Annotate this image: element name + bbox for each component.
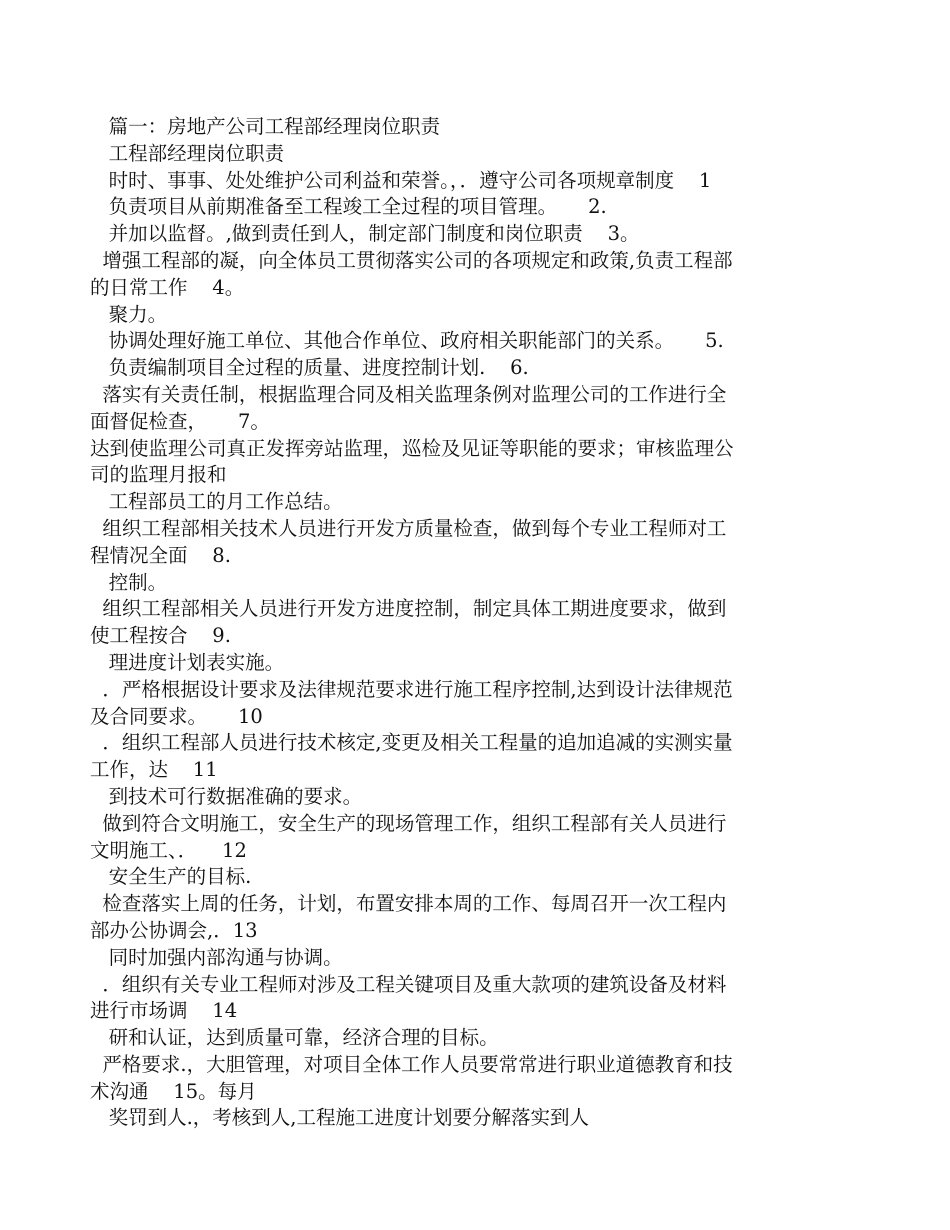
text-line: 落实有关责任制，根据监理合同及相关监理条例对监理公司的工作进行全 (90, 382, 727, 406)
text-line: 聚力。 (90, 302, 168, 326)
text-line: 司的监理月报和 (90, 463, 227, 487)
text-line: 工程部经理岗位职责 (90, 141, 285, 165)
text-line: 增强工程部的凝，向全体员工贯彻落实公司的各项规定和政策,负责工程部 (90, 248, 733, 272)
text-line: 做到符合文明施工，安全生产的现场管理工作，组织工程部有关人员进行 (90, 811, 727, 835)
text-line: 的日常工作 4。 (90, 275, 245, 299)
text-line: 进行市场调 14 (90, 999, 238, 1023)
text-line: 研和认证，达到质量可靠，经济合理的目标。 (90, 1026, 499, 1050)
text-line: 到技术可行数据准确的要求。 (90, 784, 363, 808)
text-line: 工程部员工的月工作总结。 (90, 490, 343, 514)
text-line: 部办公协调会,．13 (90, 918, 258, 942)
text-line: 严格要求.，大胆管理，对项目全体工作人员要常常进行职业道德教育和技 (90, 1052, 733, 1076)
text-line: 检查落实上周的任务，计划，布置安排本周的工作、每周召开一次工程内 (90, 892, 727, 916)
text-line: 组织工程部相关人员进行开发方进度控制，制定具体工期进度要求，做到 (90, 597, 727, 621)
text-line: 面督促检查， 7。 (90, 409, 270, 433)
text-line: 协调处理好施工单位、其他合作单位、政府相关职能部门的关系。 5. (90, 329, 724, 353)
text-line: ．组织工程部人员进行技术核定,变更及相关工程量的追加追减的实测实量 (90, 731, 733, 755)
document-body (90, 114, 865, 1132)
text-line: 及合同要求。 10 (90, 704, 263, 728)
text-line: 理进度计划表实施。 (90, 650, 285, 674)
text-line: ．组织有关专业工程师对涉及工程关键项目及重大款项的建筑设备及材料 (90, 972, 727, 996)
text-line: 达到使监理公司真正发挥旁站监理，巡检及见证等职能的要求；审核监理公 (90, 436, 734, 460)
text-line: 程情况全面 8. (90, 543, 231, 567)
text-line: 组织工程部相关技术人员进行开发方质量检查，做到每个专业工程师对工 (90, 516, 727, 540)
text-line: 工作，达 11 (90, 758, 218, 782)
text-line: 术沟通 15。每月 (90, 1079, 257, 1103)
text-line: 同时加强内部沟通与协调。 (90, 945, 343, 969)
text-line: 奖罚到人.，考核到人,工程施工进度计划要分解落实到人 (90, 1106, 589, 1130)
text-line: 文明施工、． 12 (90, 838, 247, 862)
text-line: 使工程按合 9. (90, 624, 231, 648)
text-line: 篇一：房地产公司工程部经理岗位职责 (90, 115, 441, 138)
text-line: 负责项目从前期准备至工程竣工全过程的项目管理。 2. (90, 195, 607, 219)
text-line: 控制。 (90, 570, 168, 594)
text-line: 并加以监督。,做到责任到人，制定部门制度和岗位职责 3。 (90, 222, 640, 246)
text-line: 负责编制项目全过程的质量、进度控制计划. 6. (90, 356, 529, 380)
text-line: 安全生产的目标. (90, 865, 252, 889)
text-line: ．严格根据设计要求及法律规范要求进行施工程序控制,达到设计法律规范 (90, 677, 733, 701)
text-line: 时时、事事、处处维护公司利益和荣誉。，．遵守公司各项规章制度 1 (90, 168, 712, 192)
